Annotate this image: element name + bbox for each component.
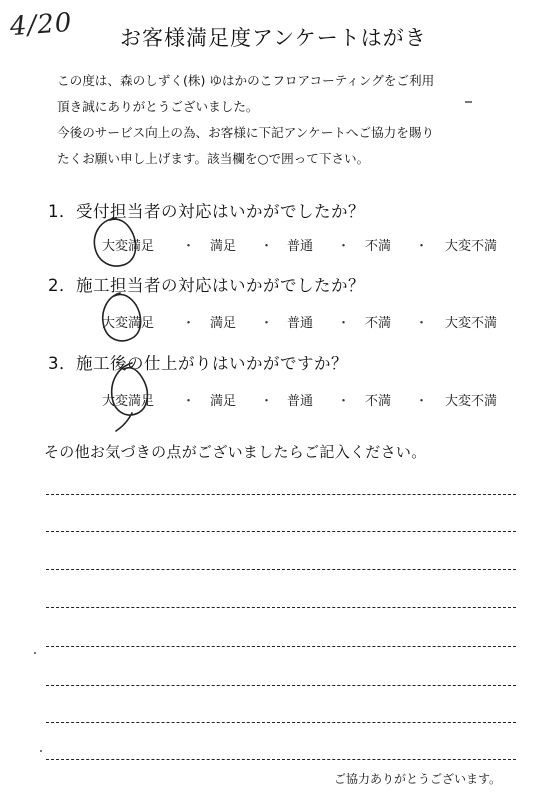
option-neutral[interactable]: 普通	[287, 316, 314, 331]
ink-speck	[40, 750, 42, 752]
option-dissatisfied[interactable]: 不満	[365, 239, 392, 254]
option-very-dissatisfied[interactable]: 大変不満	[445, 394, 498, 409]
separator-dot: ・	[182, 239, 196, 254]
question-2: 2．施工担当者の対応はいかがでしたか？	[48, 276, 365, 295]
handwritten-date: 4/20	[9, 7, 74, 43]
separator-dot: ・	[182, 394, 196, 409]
intro-line: たくお願い申し上げます。該当欄を○で囲って下さい。	[57, 151, 370, 166]
separator-dot: ・	[182, 316, 196, 331]
separator-dot: ・	[337, 239, 351, 254]
question-1: 1．受付担当者の対応はいかがでしたか？	[48, 202, 365, 221]
separator-dot: ・	[260, 239, 274, 254]
intro-line: 頂き誠にありがとうございました。	[57, 99, 259, 114]
separator-dot: ・	[415, 394, 429, 409]
separator-dot: ・	[260, 316, 274, 331]
question-3-options	[100, 390, 512, 410]
comment-line[interactable]	[46, 646, 516, 647]
separator-dot: ・	[260, 394, 274, 409]
option-very-dissatisfied[interactable]: 大変不満	[445, 316, 498, 331]
option-satisfied[interactable]: 満足	[210, 239, 237, 254]
option-satisfied[interactable]: 満足	[210, 394, 237, 409]
question-2-options	[100, 312, 512, 332]
comment-line[interactable]	[46, 759, 516, 760]
option-satisfied[interactable]: 満足	[210, 316, 237, 331]
comment-line[interactable]	[46, 722, 516, 723]
comment-line[interactable]	[46, 685, 516, 686]
separator-dot: ・	[337, 316, 351, 331]
comment-line[interactable]	[46, 569, 516, 570]
intro-text	[57, 68, 517, 172]
question-1-options	[100, 235, 512, 255]
question-3: 3．施工後の仕上がりはいかがですか？	[48, 354, 348, 373]
ink-speck	[34, 652, 36, 654]
comment-line[interactable]	[46, 494, 516, 495]
comment-line[interactable]	[46, 531, 516, 532]
option-very-satisfied[interactable]: 大変満足	[102, 394, 155, 409]
intro-line: この度は、森のしずく(株) ゆはかのこフロアコーティングをご利用	[57, 73, 435, 88]
option-very-satisfied[interactable]: 大変満足	[102, 239, 155, 254]
comment-prompt: その他お気づきの点がございましたらご記入ください。	[44, 443, 427, 461]
comment-line[interactable]	[46, 607, 516, 608]
closing-message: ご協力ありがとうございます。	[334, 772, 502, 786]
option-very-satisfied[interactable]: 大変満足	[102, 316, 155, 331]
intro-line: 今後のサービス向上の為、お客様に下記アンケートへご協力を賜り	[57, 125, 435, 140]
option-very-dissatisfied[interactable]: 大変不満	[445, 239, 498, 254]
separator-dot: ・	[415, 316, 429, 331]
option-neutral[interactable]: 普通	[287, 394, 314, 409]
option-dissatisfied[interactable]: 不満	[365, 394, 392, 409]
page-title: お客様満足度アンケートはがき	[120, 26, 427, 50]
option-dissatisfied[interactable]: 不満	[365, 316, 392, 331]
option-neutral[interactable]: 普通	[287, 239, 314, 254]
ink-speck	[465, 101, 472, 103]
separator-dot: ・	[337, 394, 351, 409]
separator-dot: ・	[415, 239, 429, 254]
